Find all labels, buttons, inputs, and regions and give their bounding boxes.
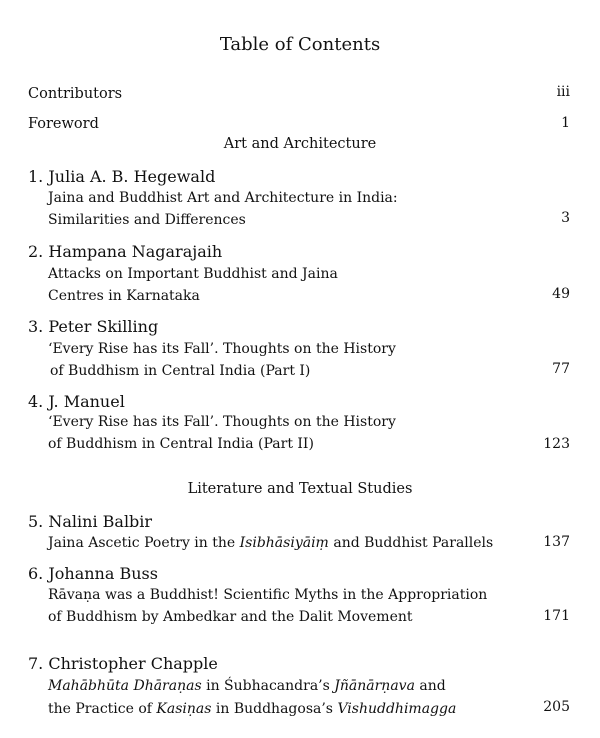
page-title: Table of Contents <box>219 34 381 55</box>
toc-entry-author: 3. Peter Skilling <box>28 317 159 336</box>
toc-contributors-label: Contributors <box>28 86 123 102</box>
toc-entry-title-line: ‘Every Rise has its Fall’. Thoughts on the History <box>48 341 396 357</box>
toc-entry-page: 123 <box>543 436 570 452</box>
section-heading-art: Art and Architecture <box>223 136 377 152</box>
toc-entry-page: 3 <box>561 210 570 226</box>
toc-entry-author: 2. Hampana Nagarajaih <box>28 242 223 261</box>
toc-entry-title-line: Rāvaṇa was a Buddhist! Scientific Myths in the Appropriation <box>48 587 488 603</box>
toc-entry-title-line: Similarities and Differences <box>48 212 246 228</box>
toc-entry-author: 1. Julia A. B. Hegewald <box>28 167 216 186</box>
toc-entry-author: 7. Christopher Chapple <box>28 654 218 673</box>
toc-entry-author: 6. Johanna Buss <box>28 564 158 583</box>
toc-entry-title-line: Centres in Karnataka <box>48 288 200 304</box>
toc-entry-author: 4. J. Manuel <box>28 392 125 411</box>
toc-entry-page: 205 <box>543 699 570 715</box>
section-heading-literature: Literature and Textual Studies <box>187 481 413 497</box>
toc-entry-page: 171 <box>543 608 570 624</box>
toc-entry-author: 5. Nalini Balbir <box>28 512 153 531</box>
toc-entry-title-line: of Buddhism in Central India (Part II) <box>48 436 314 452</box>
toc-entry-title-line: Attacks on Important Buddhist and Jaina <box>48 266 338 282</box>
toc-entry-title-line: of Buddhism by Ambedkar and the Dalit Movement <box>48 609 413 625</box>
toc-entry-title-line: of Buddhism in Central India (Part I) <box>50 363 311 379</box>
toc-entry-title-line: Jaina Ascetic Poetry in the Isibhāsiyāiṃ and Buddhist Parallels <box>48 535 494 551</box>
toc-contributors-page: iii <box>556 84 570 100</box>
toc-entry-page: 137 <box>543 534 570 550</box>
toc-entry-page: 77 <box>552 361 570 377</box>
toc-foreword-label: Foreword <box>28 116 99 132</box>
toc-entry-title-line: Jaina and Buddhist Art and Architecture in India: <box>48 190 398 206</box>
toc-entry-title-line: the Practice of Kasiṇas in Buddhagosa’s Vishuddhimagga <box>48 701 457 717</box>
toc-entry-title-line: ‘Every Rise has its Fall’. Thoughts on the History <box>48 414 396 430</box>
toc-entry-title-line: Mahābhūta Dhāraṇas in Śubhacandra’s Jñānārṇava and <box>48 678 446 694</box>
toc-entry-page: 49 <box>552 286 570 302</box>
toc-foreword-page: 1 <box>561 115 570 131</box>
